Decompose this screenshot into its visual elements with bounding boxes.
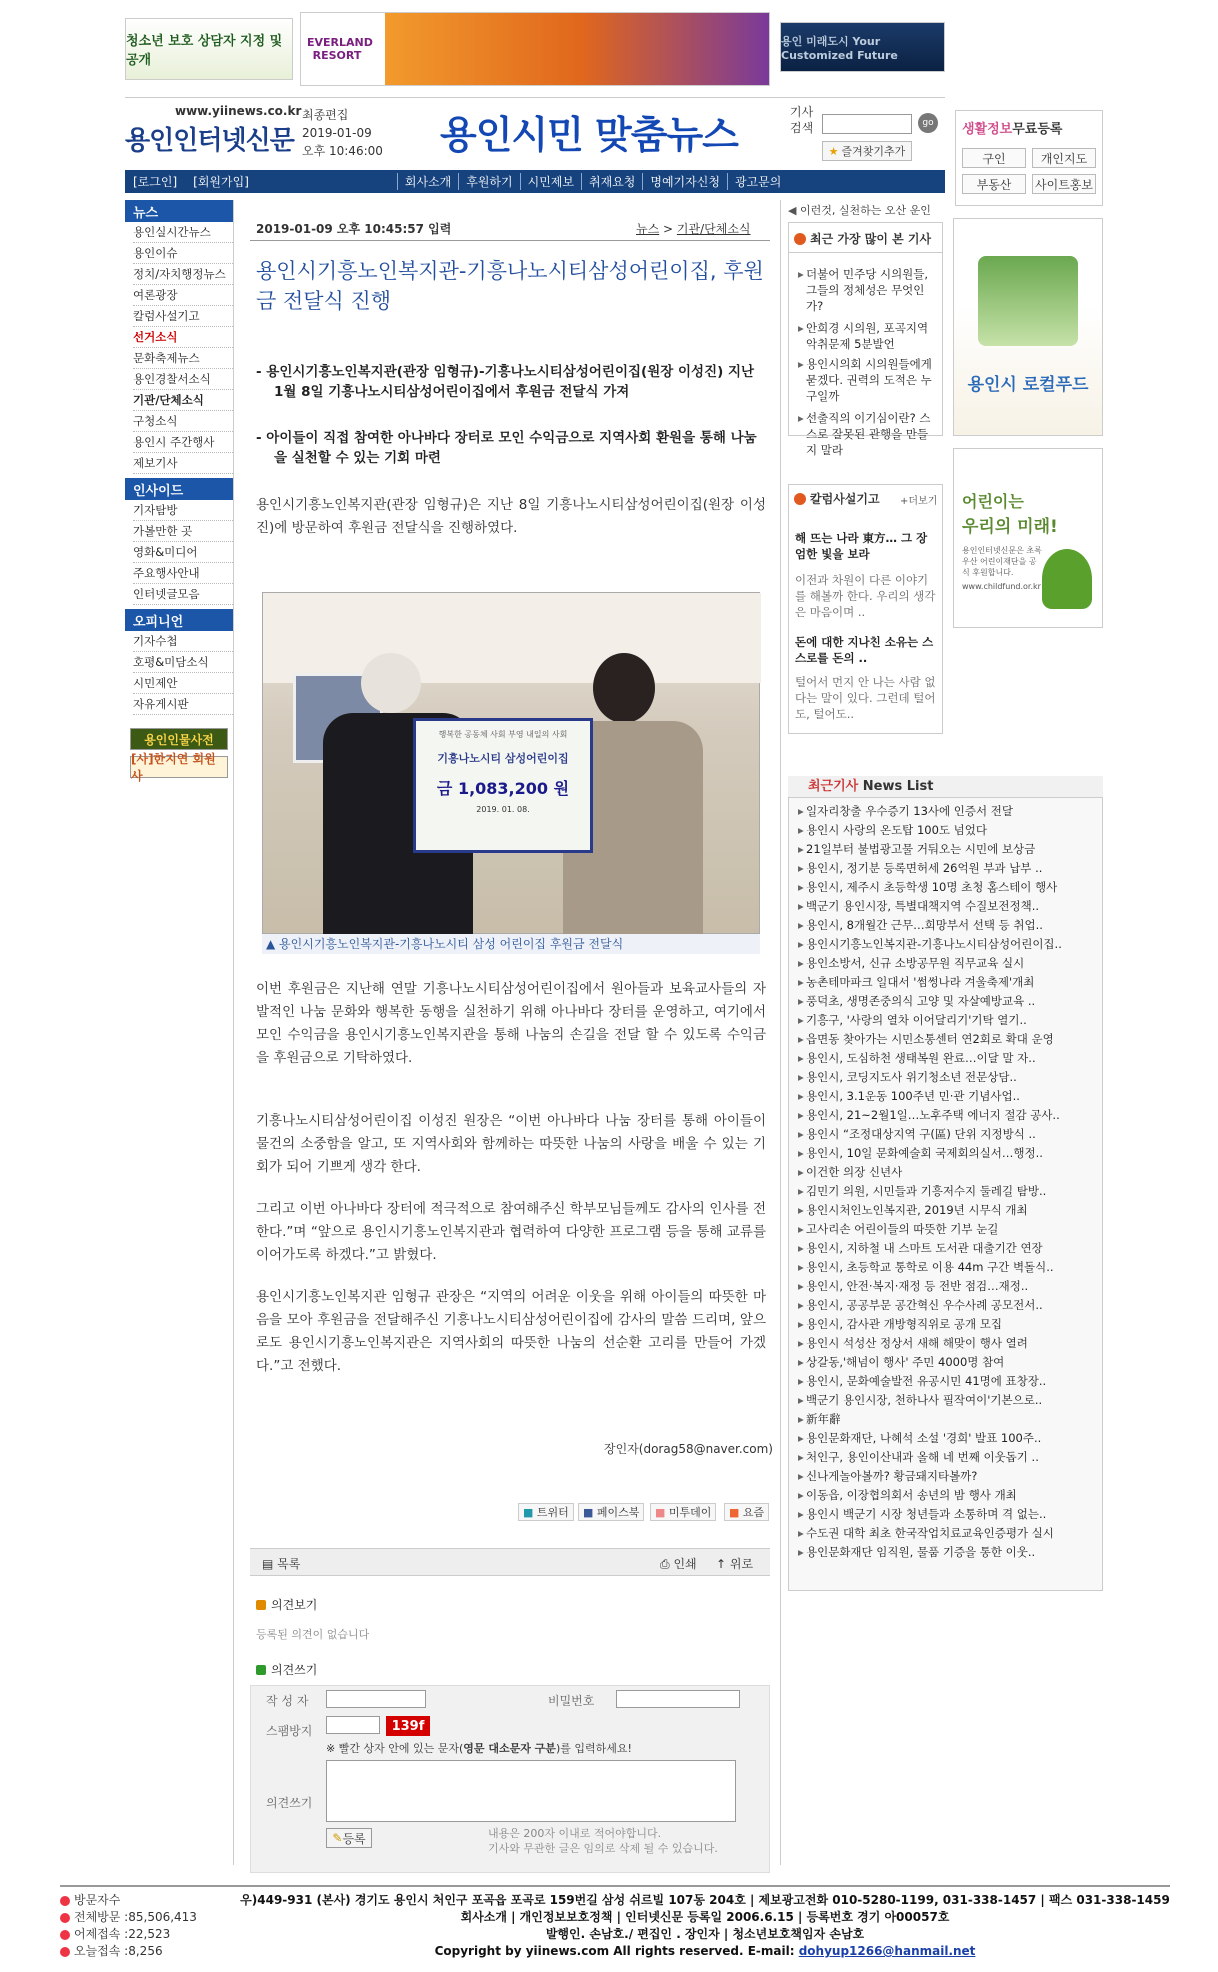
visit-today	[60, 1943, 197, 1960]
news-list-item[interactable]: ▸ 용인시, 코딩지도사 위기청소년 전문상담..	[806, 1068, 1096, 1087]
article-paragraph-2: 이번 후원금은 지난해 연말 기흥나노시티삼성어린이집에서 원아들과 보육교사들의 자발적인 나눔 문화와 행복한 동행을 실천하기 위해 아나바다 장터를 운영하고, 여기에서 모인 수익금을 용인시기흥노인복지관을 통해 나눔의 손길을 전달 할 수 있도록 수익금을 후원금으로 기탁하였다.	[256, 981, 766, 1066]
news-list-item[interactable]: ▸ 용인시, 안전·복지·재정 등 전반 점검…재정..	[806, 1277, 1096, 1296]
sidebar-cat-inside[interactable]: 인사이드	[125, 478, 233, 500]
visit-total-value: 85,506,413	[128, 1910, 197, 1924]
yozm-icon: ■	[729, 1505, 740, 1519]
news-list-item[interactable]: ▸ 용인시, 감사관 개방형직위로 공개 모집	[806, 1315, 1096, 1334]
pencil-icon: ✎	[332, 1831, 343, 1845]
sidebar-cat-news[interactable]: 뉴스	[125, 200, 233, 222]
sidebar-item[interactable]: 여론광장	[133, 285, 233, 306]
share-twitter-label: 트위터	[536, 1506, 569, 1519]
edit-label: 최종편집	[302, 108, 349, 122]
notice-2: 기사와 무관한 글은 임의로 삭제 될 수 있습니다.	[488, 1842, 718, 1855]
popular-divider	[788, 252, 943, 253]
visitor-stats	[60, 1892, 197, 1960]
column-2-body: 털어서 먼지 안 나는 사람 없다는 말이 있다. 그런데 털어도, 털어도..	[795, 675, 936, 721]
top-button[interactable]	[716, 1555, 753, 1572]
comment-text-label: 의견쓰기	[266, 1796, 313, 1810]
donation-sign	[413, 718, 593, 853]
comments-view-label: 의견보기	[271, 1598, 318, 1612]
add-favorite-button[interactable]	[822, 141, 912, 161]
share-me2day-button[interactable]	[650, 1503, 716, 1521]
photo-person-left-head	[361, 653, 421, 713]
news-list-item[interactable]: ▸ 용인시 사랑의 온도탑 100도 넘었다	[806, 821, 1096, 840]
news-list-item[interactable]: ▸ 용인문화재단, 나혜석 소설 '경희' 발표 100주..	[806, 1429, 1096, 1448]
visit-yesterday-value: 22,523	[128, 1927, 171, 1941]
print-label: 인쇄	[673, 1557, 697, 1571]
article-paragraph-5: 용인시기흥노인복지관 임형규 관장은 “지역의 어려운 이웃을 위해 아이들의 따뜻한 마음을 모아 후원금을 전달해주신 기흥나노시티삼성어린이집에 감사의 말씀 드리며, 앞으로도 용인시기흥노인복지관은 지역사회의 따뜻한 나눔의 선순환 고리를 만들어 가겠다.”고 전했다.	[256, 1289, 766, 1374]
bullet-icon	[60, 1913, 70, 1923]
photo-person-right-head	[593, 653, 655, 723]
arrow-icon: ◀	[788, 204, 797, 217]
sign-date: 2019. 01. 08.	[476, 805, 530, 814]
right-top-text: 이런것, 실천하는 오산 운인	[799, 204, 931, 217]
nav-reporter-apply[interactable]: 명예기자신청	[642, 173, 727, 190]
news-list-item[interactable]: ▸ 신나게놀아볼까? 황금돼지타볼까?	[806, 1467, 1096, 1486]
article-photo[interactable]	[262, 592, 760, 934]
news-list-item[interactable]: ▸ 용인시, 문화예술발전 유공시민 41명에 표창장..	[806, 1372, 1096, 1391]
footer-email[interactable]: dohyup1266@hanmail.net	[798, 1944, 976, 1958]
sidebar-item[interactable]: 제보기사	[133, 453, 233, 474]
sidebar-item[interactable]: 가볼만한 곳	[133, 521, 233, 542]
author-input[interactable]	[326, 1690, 426, 1708]
news-list-title	[788, 776, 1103, 798]
list-icon: ▤	[262, 1557, 274, 1571]
bullet-icon	[794, 493, 806, 505]
footer-links: 회사소개 | 개인정보보호정책 | 인터넷신문 등록일 2006.6.15 | 등록번호 경기 아00057호	[460, 1910, 950, 1924]
spam-hint-c: )를 입력하세요!	[555, 1742, 632, 1755]
nav-support[interactable]: 후원하기	[458, 173, 519, 190]
me2day-icon: ■	[655, 1505, 666, 1519]
visit-title-text: 방문자수	[74, 1893, 121, 1907]
comments-view-title	[256, 1596, 317, 1613]
sign-amount: 금 1,083,200 원	[436, 779, 570, 798]
youth-protection-banner[interactable]	[125, 18, 293, 80]
article-date: 2019-01-09 오후 10:45:57 입력	[256, 222, 452, 236]
spam-hint-b: 영문 대소문자 구분	[463, 1742, 556, 1755]
article-author[interactable]: 장인자(dorag58@naver.com)	[604, 1442, 773, 1456]
column-2-title[interactable]: 돈에 대한 지나친 소유는 스스로를 돈의 ..	[795, 635, 934, 665]
list-label: 목록	[277, 1557, 301, 1571]
sidebar-item[interactable]: 주요행사안내	[133, 563, 233, 584]
news-list-item[interactable]: ▸ 백군기 용인시장, 특별대책지역 수질보전정책..	[806, 897, 1096, 916]
column-title	[794, 490, 880, 507]
yongin-people-button[interactable]: 용인인물사전	[130, 728, 228, 750]
sidebar-item-election[interactable]: 선거소식	[133, 327, 233, 348]
news-list-item[interactable]: ▸ 용인시, 3.1운동 100주년 민·관 기념사업..	[806, 1087, 1096, 1106]
article-paragraph-3: 기흥나노시티삼성어린이집 이성진 원장은 “이번 아나바다 나눔 장터를 통해 아이들이 물건의 소중함을 알고, 또 지역사회와 함께하는 따뜻한 나눔의 사랑을 배울 수 있는 기회가 되어 기쁘게 생각 한다.	[256, 1113, 766, 1175]
childfund-line-a: 어린이는	[962, 492, 1024, 511]
spam-code: 139f	[386, 1716, 430, 1736]
article-paragraph-4: 그리고 이번 아나바다 장터에 적극적으로 참여해주신 학부모님들께도 감사의 인사를 전한다.”며 “앞으로 용인시기흥노인복지관과 협력하여 다양한 프로그램 등을 통해 교류를 이어가도록 하겠다.”고 밝혔다.	[256, 1201, 766, 1263]
breadcrumb-category[interactable]: 기관/단체소식	[676, 222, 751, 236]
site-promo-button[interactable]: 사이트홍보	[1032, 174, 1096, 194]
sign-top-text: 행복한 공동체 사회 부영 내일의 사회	[438, 730, 568, 739]
submit-comment-button[interactable]	[326, 1828, 372, 1848]
column-more-link[interactable]: +더보기	[900, 496, 938, 507]
news-list-title-b: News List	[858, 779, 934, 794]
photo-wall	[263, 593, 761, 683]
popular-title-text: 최근 가장 많이 본 기사	[810, 232, 932, 246]
submit-label: 등록	[342, 1831, 366, 1846]
share-facebook-label: 페이스북	[596, 1506, 640, 1519]
news-list-item[interactable]: ▸ 이건한 의장 신년사	[806, 1163, 1096, 1182]
news-list-item[interactable]: ▸ 21일부터 불법광고물 거둬오는 시민에 보상금	[806, 840, 1096, 859]
sidebar-item[interactable]: 용인이슈	[133, 243, 233, 264]
column-divider	[233, 200, 234, 1865]
sidebar-item[interactable]: 정치/자치행정뉴스	[133, 264, 233, 285]
bullet-icon	[60, 1930, 70, 1940]
sidebar-item[interactable]: 인터넷글모음	[133, 584, 233, 605]
sidebar-item-active[interactable]: 기관/단체소식	[133, 390, 233, 411]
news-list-item[interactable]: ▸ 용인시 백군기 시장 청년들과 소통하며 격 없는..	[806, 1505, 1096, 1524]
spam-label: 스팸방지	[266, 1724, 313, 1738]
sidebar-item[interactable]: 영화&미디어	[133, 542, 233, 563]
site-url[interactable]: www.yiinews.co.kr	[175, 104, 302, 118]
local-food-title: 용인시 로컬푸드	[967, 375, 1089, 395]
sidebar-cat-opinion[interactable]: 오피니언	[125, 609, 233, 631]
nav-ad-inquiry[interactable]: 광고문의	[727, 173, 788, 190]
sidebar-item[interactable]: 기자탐방	[133, 500, 233, 521]
news-list-title-a: 최근기사	[808, 779, 859, 794]
bullet-icon	[60, 1947, 70, 1957]
header-divider	[125, 97, 945, 98]
breadcrumb-separator: >	[663, 222, 674, 236]
sidebar-item[interactable]: 자유게시판	[133, 694, 233, 715]
life-info-title-b: 무료등록	[1012, 122, 1063, 137]
news-list-item[interactable]: ▸ 용인시, 제주시 초등학생 10명 초청 홈스테이 행사	[806, 878, 1096, 897]
news-list-item[interactable]: ▸ 일자리창출 우수증기 13사에 인증서 전달	[806, 802, 1096, 821]
popular-title	[794, 230, 931, 247]
share-yozm-button[interactable]	[724, 1503, 769, 1521]
page-title: 용인시민 맞춤뉴스	[440, 113, 738, 157]
news-list-item[interactable]: ▸ 용인문화재단 임직원, 물품 기증을 통한 이웃..	[806, 1543, 1096, 1562]
breadcrumb	[636, 220, 751, 237]
news-list-item[interactable]: ▸ 용인시처인노인복지관, 2019년 시무식 개최	[806, 1201, 1096, 1220]
column-1-body: 이전과 차원이 다른 이야기를 해볼까 한다. 우리의 생각은 마음이며 ..	[795, 573, 936, 619]
comments-write-label: 의견쓰기	[271, 1663, 318, 1677]
news-list-item[interactable]: ▸ 용인시기흥노인복지관-기흥나노시티삼성어린이집..	[806, 935, 1096, 954]
share-yozm-label: 요즘	[742, 1506, 765, 1519]
right-top-line[interactable]	[788, 202, 931, 218]
tutor-button[interactable]: 개인지도	[1032, 148, 1096, 168]
print-icon: ⎙	[660, 1557, 670, 1571]
up-arrow-icon: ↑	[716, 1557, 727, 1571]
sidebar-item[interactable]: 용인실시간뉴스	[133, 222, 233, 243]
column-title-text: 칼럼사설기고	[810, 492, 880, 506]
star-icon: ★	[828, 144, 839, 158]
news-list-item[interactable]: ▸ 용인시, 21~2월1일…노후주택 에너지 절감 공사..	[806, 1106, 1096, 1125]
article-divider	[250, 240, 770, 241]
notice-1: 내용은 200자 이내로 적어야합니다.	[488, 1827, 662, 1840]
search-go-button[interactable]: go	[918, 113, 938, 133]
sidebar-item[interactable]: 용인시 주간행사	[133, 432, 233, 453]
news-list-item[interactable]: ▸ 용인시, 10일 문화예술회 국제회의실서…행정..	[806, 1144, 1096, 1163]
article-title: 용인시기흥노인복지관-기흥나노시티삼성어린이집, 후원금 전달식 진행	[256, 259, 764, 313]
visit-today-value: 8,256	[128, 1944, 163, 1958]
news-list-item[interactable]: ▸ 용인시, 정기분 등록면허세 26억원 부과 납부 ..	[806, 859, 1096, 878]
password-label: 비밀번호	[548, 1694, 595, 1708]
news-list-item[interactable]: ▸ 농촌테마파크 일대서 '썸썽나라 겨울축제'개최	[806, 973, 1096, 992]
yongin-future-banner[interactable]	[780, 22, 945, 72]
news-list-item[interactable]: ▸ 기흥구, '사랑의 열차 이어달리기'기탁 열기..	[806, 1011, 1096, 1030]
news-list-item[interactable]: ▸ 용인소방서, 신규 소방공무원 직무교육 실시	[806, 954, 1096, 973]
sidebar-item[interactable]: 시민제안	[133, 673, 233, 694]
sidebar-item[interactable]: 용인경찰서소식	[133, 369, 233, 390]
news-list-item[interactable]: ▸ 수도권 대학 최초 한국작업치료교육인증평가 실시	[806, 1524, 1096, 1543]
life-info-title-a: 생활정보	[962, 122, 1013, 137]
join-link[interactable]: [회원가입]	[193, 175, 249, 189]
spam-hint	[326, 1740, 632, 1756]
nav-about[interactable]: 회사소개	[397, 173, 458, 190]
top-nav	[125, 170, 945, 193]
news-list-item[interactable]: ▸ 읍면동 찾아가는 시민소통센터 연2회로 확대 운영	[806, 1030, 1096, 1049]
password-input[interactable]	[616, 1690, 740, 1708]
news-list-item[interactable]: ▸ 용인시, 도심하천 생태복원 완료…이달 말 자..	[806, 1049, 1096, 1068]
sidebar-item[interactable]: 호평&미담소식	[133, 652, 233, 673]
news-list-item[interactable]: ▸ 용인시 “조정대상지역 구(區) 단위 지정방식 ..	[806, 1125, 1096, 1144]
popular-item[interactable]: ▸ 더불어 민주당 시의원들, 그들의 정체성은 무엇인가?	[806, 266, 936, 314]
news-list-item[interactable]: ▸ 新年辭	[806, 1410, 1096, 1429]
news-list-item[interactable]: ▸ 처인구, 용인이산내과 올해 네 번째 이웃돕기 ..	[806, 1448, 1096, 1467]
footer-info	[240, 1892, 1170, 1960]
add-favorite-label: 즐겨찾기추가	[841, 145, 906, 158]
photo-caption: ▲ 용인시기흥노인복지관-기흥나노시티 삼성 어린이집 후원금 전달식	[262, 934, 760, 954]
site-logo[interactable]: 용인인터넷신문	[125, 126, 294, 156]
twitter-icon: ■	[523, 1505, 534, 1519]
news-list-item[interactable]: ▸ 용인시, 초등학교 통학로 이용 44m 구간 벽돌식..	[806, 1258, 1096, 1277]
visit-title	[60, 1892, 197, 1909]
everland-logo: EVERLAND RESORT	[307, 35, 373, 62]
article-paragraph-1: 용인시기흥노인복지관(관장 임형규)은 지난 8일 기흥나노시티삼성어린이집(원장 이성진)에 방문하여 후원금 전달식을 진행하였다.	[256, 497, 766, 536]
member-company-button[interactable]: [사]한지연 회원사	[130, 756, 228, 778]
news-list-item[interactable]: ▸ 용인시, 지하철 내 스마트 도서관 대출기간 연장	[806, 1239, 1096, 1258]
comments-write-title	[256, 1661, 317, 1678]
childfund-ad[interactable]	[953, 448, 1103, 628]
share-me2day-label: 미투데이	[668, 1506, 712, 1519]
news-list-item[interactable]: ▸ 고사리손 어린이들의 따뜻한 기부 눈길	[806, 1220, 1096, 1239]
comment-write-icon	[256, 1665, 266, 1675]
article-subtitle-2: - 아이들이 직접 참여한 아나바다 장터로 모인 수익금으로 지역사회 환원을 통해 나눔을 실천할 수 있는 기회 마련	[256, 430, 757, 466]
footer-publisher: 발행인. 손남호./ 편집인 . 장인자 | 청소년보호책임자 손남호	[545, 1927, 865, 1941]
footer-address: 우)449-931 (본사) 경기도 용인시 처인구 포곡읍 포곡로 159번길 삼성 쉬르빌 107동 204호 | 제보광고전화 010-5280-1199, 031-338-1457 | 팩스 031-338-1459	[240, 1893, 1170, 1907]
footer-copyright	[240, 1943, 1170, 1960]
youth-banner-text: 청소년 보호 상담자 지정 및 공개	[126, 34, 283, 68]
author-label: 작 성 자	[266, 1694, 309, 1708]
spam-hint-a: ※ 빨간 상자 안에 있는 문자(	[326, 1742, 464, 1755]
life-info-title[interactable]	[962, 118, 1062, 137]
comment-notice	[488, 1826, 718, 1856]
produce-image	[978, 256, 1078, 346]
childfund-line-c: 용인인터넷신문은 초록우산 어린이재단을 공식 후원합니다.	[962, 546, 1042, 577]
real-estate-button[interactable]: 부동산	[962, 174, 1026, 194]
popular-item[interactable]: ▸ 용인시의회 시의원들에게 묻겠다. 권력의 도적은 누구일까	[806, 356, 936, 404]
visit-yesterday-label: 어제접속 :	[74, 1927, 129, 1941]
nav-report[interactable]: 시민제보	[520, 173, 581, 190]
edit-time: 오후 10:46:00	[302, 144, 383, 158]
breadcrumb-news[interactable]: 뉴스	[636, 222, 660, 236]
nav-request[interactable]: 취재요청	[581, 173, 642, 190]
footer-divider	[60, 1885, 1170, 1887]
news-list-item[interactable]: ▸ 용인시 석성산 정상서 새해 해맞이 행사 열려	[806, 1334, 1096, 1353]
visit-yesterday	[60, 1926, 197, 1943]
visit-icon	[60, 1896, 70, 1906]
news-list-item[interactable]: ▸ 이동읍, 이장협의회서 송년의 밤 행사 개최	[806, 1486, 1096, 1505]
search-label: 기사검색	[790, 105, 814, 135]
sidebar-item[interactable]: 구청소식	[133, 411, 233, 432]
visit-today-label: 오늘접속 :	[74, 1944, 129, 1958]
sidebar-item[interactable]: 문화축제뉴스	[133, 348, 233, 369]
childfund-url: www.childfund.or.kr	[962, 582, 1041, 591]
sidebar-item[interactable]: 기자수첩	[133, 631, 233, 652]
news-list-item[interactable]: ▸ 용인시, 공공부문 공간혁신 우수사례 공모전서..	[806, 1296, 1096, 1315]
list-button[interactable]	[262, 1555, 300, 1572]
leaf-icon	[1042, 549, 1092, 609]
copyright-text: Copyright by yiinews.com All rights reserved. E-mail:	[434, 1944, 799, 1958]
news-list-item[interactable]: ▸ 김민기 의원, 시민들과 기흥저수지 둘레길 탐방..	[806, 1182, 1096, 1201]
spam-input[interactable]	[326, 1716, 380, 1734]
share-facebook-button[interactable]	[578, 1503, 644, 1521]
visit-total	[60, 1909, 197, 1926]
news-list-item[interactable]: ▸ 상갈동,'해넘이 행사' 주민 4000명 참여	[806, 1353, 1096, 1372]
news-list-item[interactable]: ▸ 용인시, 8개월간 근무…희망부서 선택 등 취업..	[806, 916, 1096, 935]
visit-total-label: 전체방문 :	[74, 1910, 129, 1924]
sign-name: 기흥나노시티 삼성어린이집	[437, 752, 569, 765]
top-label: 위로	[729, 1557, 754, 1571]
search-input[interactable]	[822, 114, 912, 134]
comments-empty: 등록된 의견이 없습니다	[256, 1628, 370, 1641]
news-list-item[interactable]: ▸ 백군기 용인시장, 천하나사 필작여이'기본으로..	[806, 1391, 1096, 1410]
facebook-icon: ■	[583, 1505, 594, 1519]
login-link[interactable]: [로그인]	[133, 175, 178, 189]
column-divider	[780, 200, 781, 1865]
column-1-title[interactable]: 해 뜨는 나라 東方… 그 장엄한 빛을 보라	[795, 531, 928, 561]
comment-view-icon	[256, 1600, 266, 1610]
popular-item[interactable]: ▸ 선출직의 이기심이란? 스스로 잘못된 관행을 만들지 말라	[806, 410, 936, 436]
local-food-ad[interactable]	[953, 218, 1103, 436]
news-list-item[interactable]: ▸ 풍덕초, 생명존중의식 고양 및 자살예방교육 ..	[806, 992, 1096, 1011]
print-button[interactable]	[660, 1555, 697, 1572]
share-twitter-button[interactable]	[518, 1503, 574, 1521]
future-banner-text: 용인 미래도시 Your Customized Future	[781, 34, 898, 62]
bullet-icon	[794, 233, 806, 245]
sidebar-item[interactable]: 칼럼사설기고	[133, 306, 233, 327]
childfund-line-b: 우리의 미래!	[962, 517, 1058, 537]
popular-item[interactable]: ▸ 안희경 시의원, 포곡지역 악취문제 5분발언	[806, 320, 936, 352]
job-button[interactable]: 구인	[962, 148, 1026, 168]
edit-date: 2019-01-09	[302, 126, 372, 140]
everland-banner[interactable]	[300, 12, 770, 86]
comment-textarea[interactable]	[326, 1760, 736, 1822]
article-subtitle-1: - 용인시기흥노인복지관(관장 임형규)-기흥나노시티삼성어린이집(원장 이성진) 지난 1월 8일 기흥나노시티삼성어린이집에서 후원금 전달식 가져	[256, 364, 755, 400]
